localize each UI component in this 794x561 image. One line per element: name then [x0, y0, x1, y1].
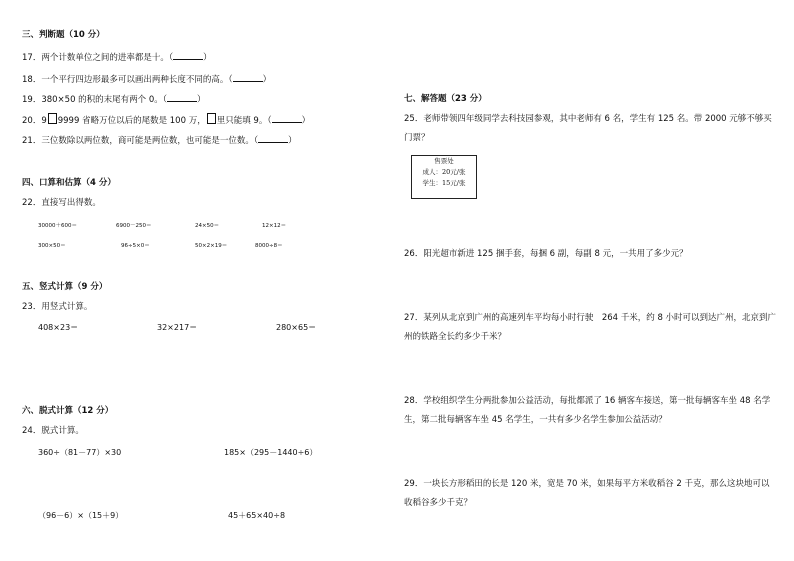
ticket-adult-price: 成人：20元/张	[422, 168, 466, 176]
section-3-title: 三、判断题（10 分）	[22, 30, 105, 40]
ticket-price-box	[411, 155, 477, 199]
answer-blank[interactable]	[272, 114, 302, 123]
question-28-line-1: 28．学校组织学生分两批参加公益活动，每批都派了 16 辆客车接送，第一批每辆客车坐 48 名学	[404, 396, 771, 406]
oral-item: 300×50＝	[38, 243, 66, 249]
question-29-line-1: 29．一块长方形稻田的长是 120 米，宽是 70 米，如果每平方米收稻谷 2 千克，那么这块地可以	[404, 479, 770, 489]
question-18	[22, 73, 271, 86]
question-18-end: ）	[262, 75, 272, 85]
question-29-line-2: 收稻谷多少千克？	[404, 498, 473, 508]
question-27-line-1: 27．某列从北京到广州的高速列车平均每小时行驶 264 千米，约 8 小时可以到达广州，北京到广	[404, 313, 777, 323]
question-20-text-2: 9999 省略万位以后的尾数是 100 万，	[57, 116, 206, 126]
question-19-text: 19．380×50 的积的末尾有两个 0。（	[22, 95, 168, 105]
question-21-text: 21．三位数除以两位数，商可能是两位数，也可能是一位数。（	[22, 136, 259, 146]
section-5-title: 五、竖式计算（9 分）	[22, 282, 108, 292]
step-calc-item: 360÷（81－77）×30	[38, 448, 122, 457]
oral-item: 24×50＝	[195, 223, 220, 229]
vertical-calc-item: 280×65＝	[276, 323, 317, 332]
ticket-student-price: 学生：15元/张	[422, 179, 466, 187]
oral-item: 50×2×19＝	[195, 243, 228, 249]
digit-box[interactable]	[48, 113, 57, 124]
vertical-calc-item: 408×23＝	[38, 323, 79, 332]
answer-blank[interactable]	[233, 73, 263, 82]
question-28-line-2: 生，第二批每辆客车坐 45 名学生，一共有多少名学生参加公益活动？	[404, 415, 667, 425]
section-4-title: 四、口算和估算（4 分）	[22, 178, 116, 188]
question-24: 24．脱式计算。	[22, 426, 84, 436]
oral-item: 96÷5×0＝	[121, 243, 150, 249]
oral-item: 8000÷8＝	[255, 243, 283, 249]
section-7-title: 七、解答题（23 分）	[404, 94, 487, 104]
question-21	[22, 134, 297, 147]
step-calc-item: 185×（295－1440÷6）	[224, 448, 318, 457]
vertical-calc-item: 32×217＝	[157, 323, 198, 332]
step-calc-item: 45＋65×40÷8	[228, 511, 286, 520]
digit-box[interactable]	[207, 113, 216, 124]
ticket-title: 售票处	[434, 157, 454, 165]
question-21-end: ）	[288, 136, 297, 146]
question-18-text: 18．一个平行四边形最多可以画出两种长度不同的高。（	[22, 75, 233, 85]
answer-blank[interactable]	[167, 93, 197, 102]
question-20-end: ）	[301, 116, 311, 126]
question-19	[22, 93, 206, 106]
question-20-text: 20．9	[22, 116, 47, 126]
oral-item: 12×12＝	[262, 223, 287, 229]
question-17	[22, 51, 212, 64]
question-25-line-2: 门票？	[404, 133, 430, 143]
answer-blank[interactable]	[258, 134, 288, 143]
question-19-end: ）	[197, 95, 206, 105]
question-27-line-2: 州的铁路全长约多少千米？	[404, 332, 507, 342]
question-25-line-1: 25．老师带领四年级同学去科技园参观，其中老师有 6 名，学生有 125 名。带 2000 元够不够买	[404, 114, 772, 124]
question-22: 22．直接写出得数。	[22, 198, 101, 208]
question-20	[22, 113, 310, 127]
oral-item: 30000＋600＝	[38, 223, 77, 229]
question-26: 26．阳光超市新进 125 捆手套，每捆 6 副，每副 8 元，一共用了多少元？	[404, 249, 688, 259]
section-6-title: 六、脱式计算（12 分）	[22, 406, 114, 416]
oral-item: 6900－250＝	[116, 223, 152, 229]
question-17-text: 17．两个计数单位之间的进率都是十。（	[22, 53, 174, 63]
question-17-end: ）	[203, 53, 212, 63]
step-calc-item: （96－6）×（15＋9）	[38, 511, 124, 520]
question-23: 23．用竖式计算。	[22, 302, 93, 312]
answer-blank[interactable]	[173, 51, 203, 60]
question-20-text-3: 里只能填 9。（	[216, 116, 272, 126]
